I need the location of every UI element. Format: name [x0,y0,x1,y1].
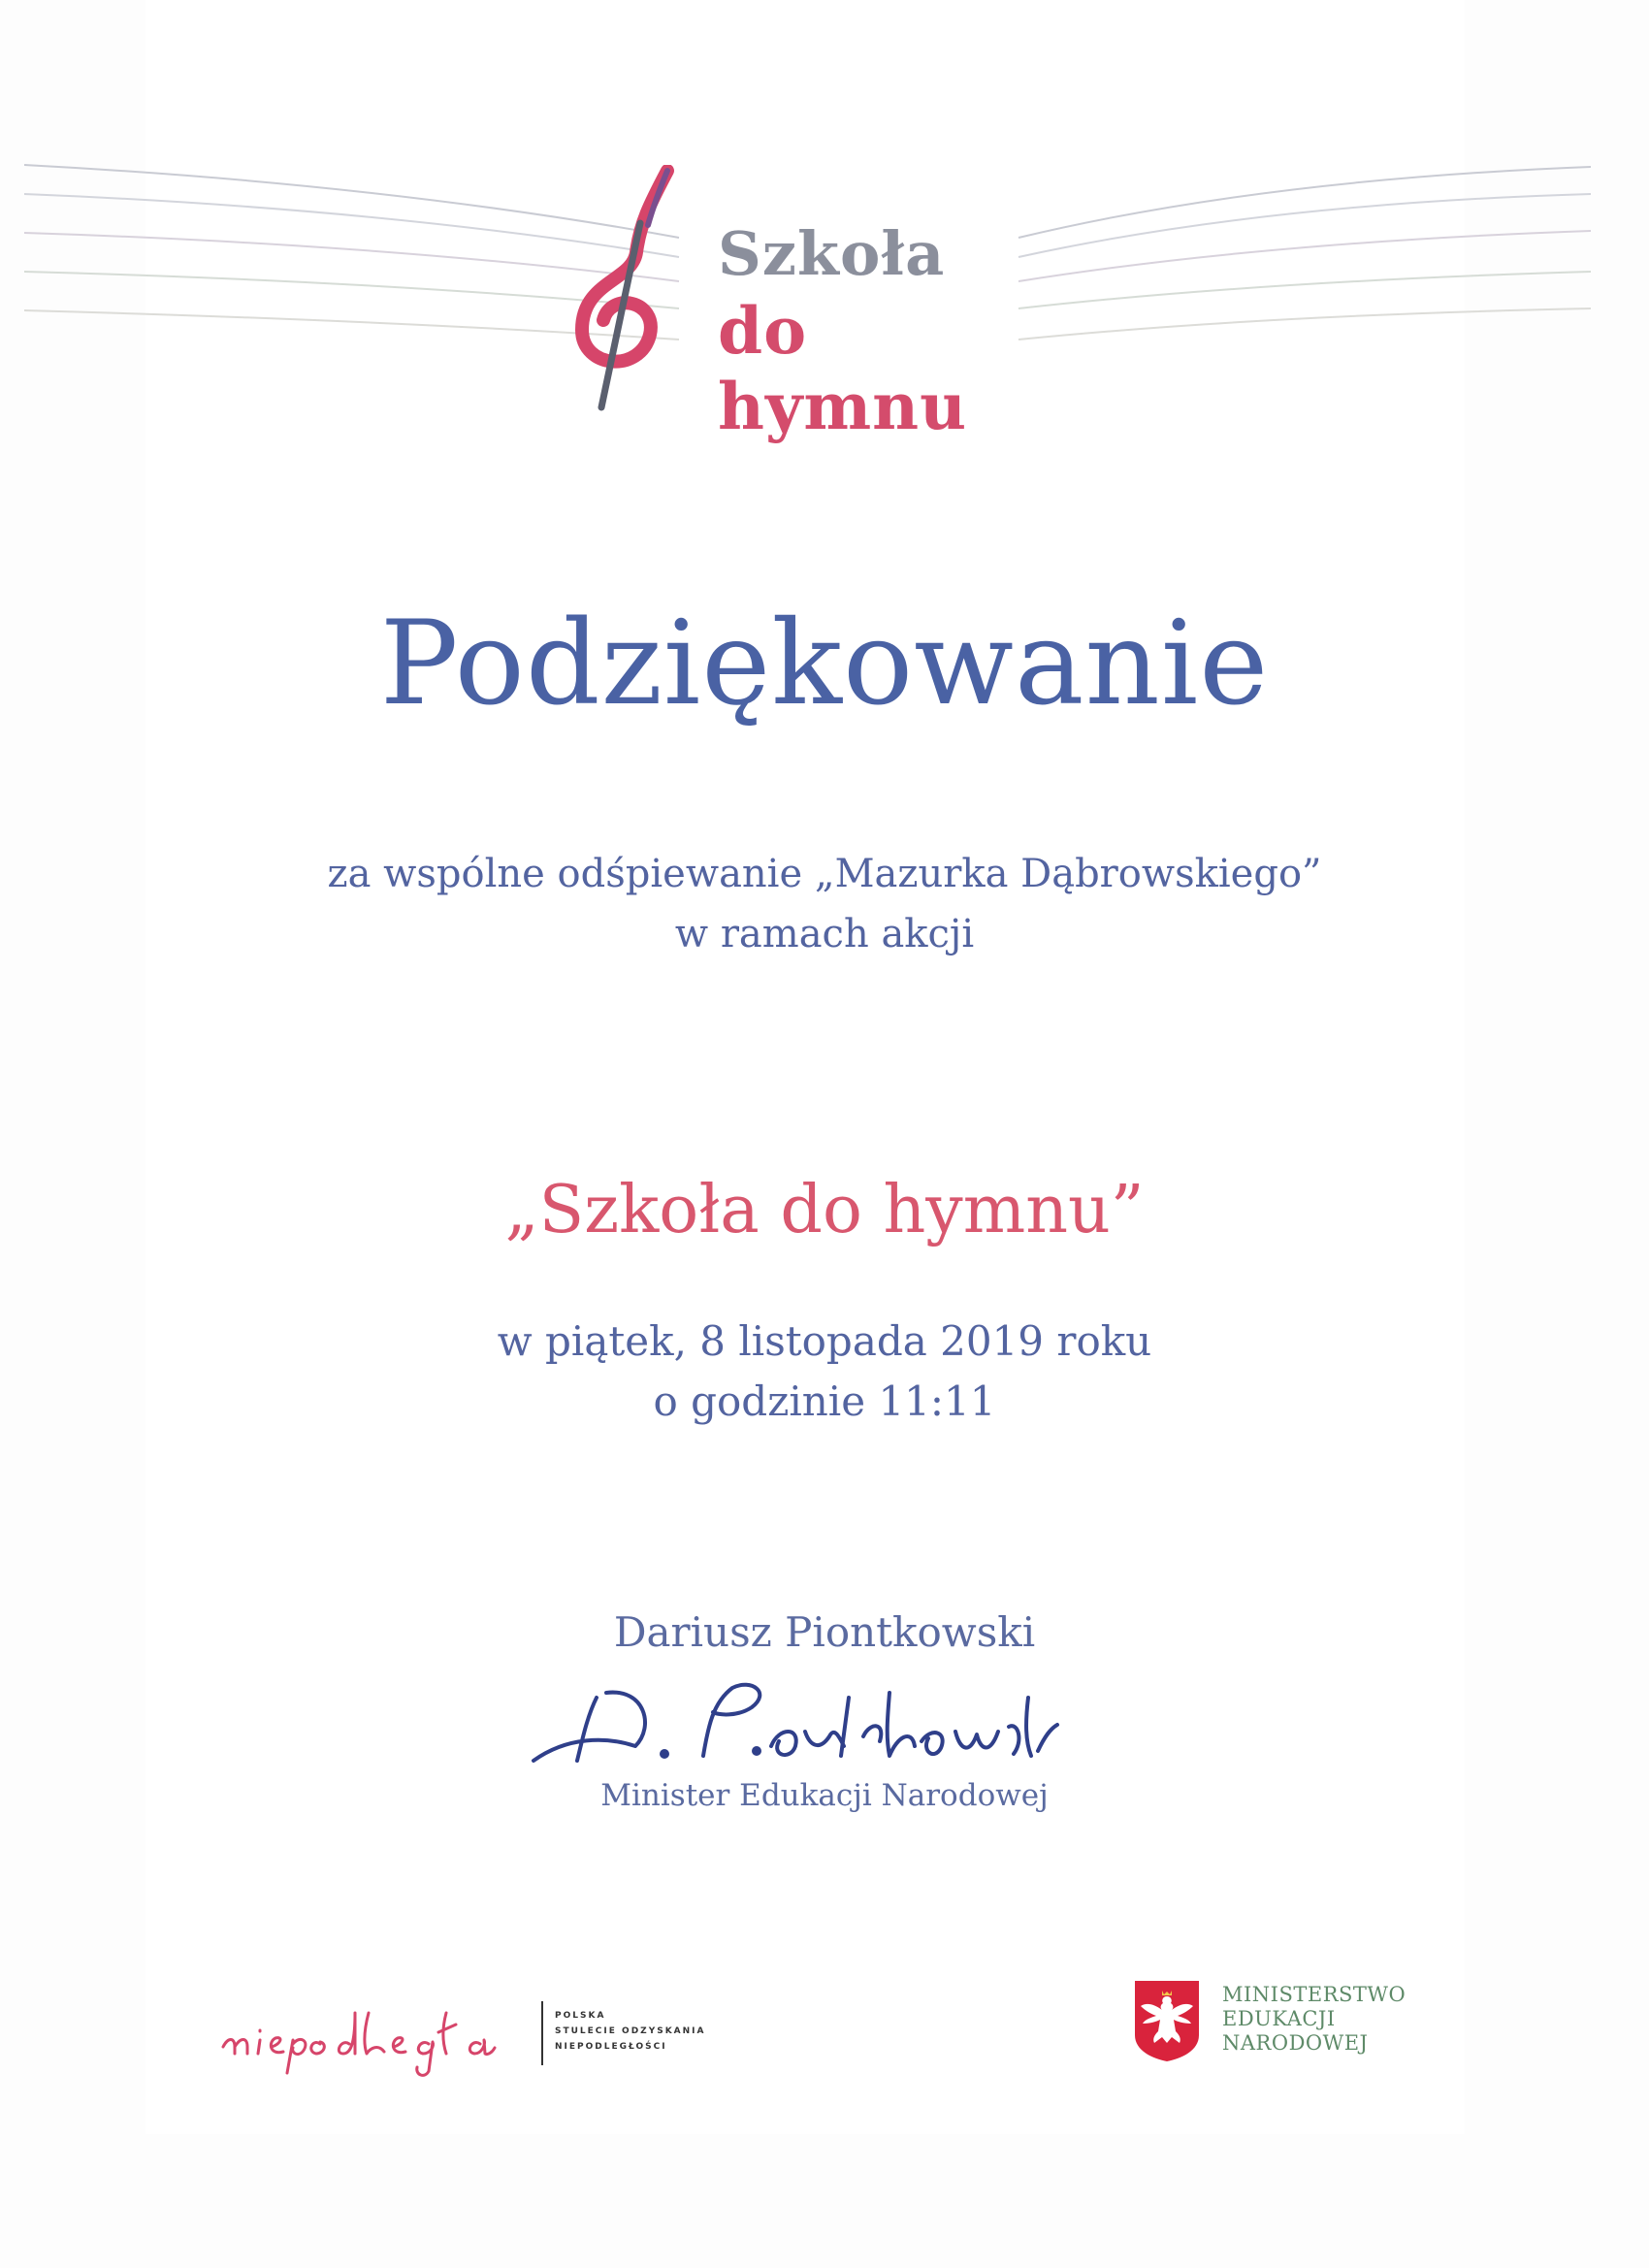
ministry-line-2: EDUKACJI [1222,2007,1336,2030]
szkola-do-hymnu-logo [543,165,1067,444]
niepodlegla-line-3: NIEPODLEGŁOŚCI [555,2042,667,2052]
polish-eagle-emblem-icon [1133,1979,1201,2062]
ministry-line-3: NARODOWEJ [1222,2031,1369,2055]
time-line: o godzinie 11:11 [653,1377,996,1425]
logo-title-line2: do hymnu [718,293,968,444]
niepodlegla-line-1: POLSKA [555,2011,606,2021]
intro-line-2: w ramach akcji [674,912,975,956]
intro-line-1: za wspólne odśpiewanie „Mazurka Dąbrowskiego” [327,852,1322,896]
ministry-line-1: MINISTERSTWO [1222,1983,1406,2006]
campaign-name: „Szkoła do hymnu” [504,1172,1145,1248]
signer-name: Dariusz Piontkowski [613,1608,1036,1656]
signer-role: Minister Edukacji Narodowej [600,1778,1049,1813]
logo-title-line1: Szkoła [718,218,946,289]
niepodlegla-logo [213,1974,757,2081]
niepodlegla-script-mark [213,1974,524,2081]
niepodlegla-line-2: STULECIE ODZYSKANIA [555,2026,706,2036]
treble-clef-icon [543,165,689,417]
date-line: w piątek, 8 listopada 2019 roku [497,1317,1152,1365]
certificate-title: Podziękowanie [379,597,1270,731]
ministry-logo [1133,1979,1443,2076]
handwritten-signature [529,1669,1072,1775]
footer-divider [541,2001,543,2065]
